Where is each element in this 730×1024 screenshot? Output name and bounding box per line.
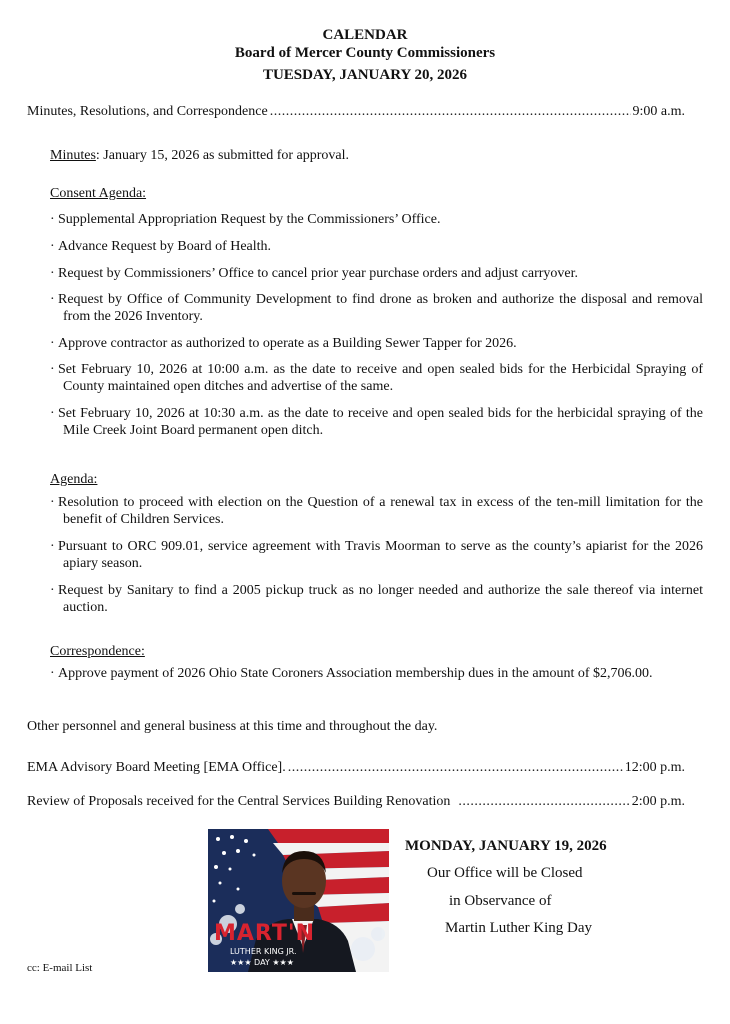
ema-schedule-line [27,759,685,776]
other-business: Other personnel and general business at this time and throughout the day. [27,719,438,734]
minutes-line-label: Minutes, Resolutions, and Correspondence [27,104,268,119]
list-item: · Set February 10, 2026 at 10:00 a.m. as the date to receive and open sealed bids for the Herbicidal Spraying of County maintained open ditches and advertise of the same. [50,362,703,394]
poster-name: MART'N [214,921,316,946]
bullet: · [50,539,55,554]
list-item: · Approve payment of 2026 Ohio State Coroners Association membership dues in the amount of $2,706.00. [50,666,653,681]
leader-dots [288,759,623,776]
minutes-schedule-line [27,103,685,120]
list-item: · Approve contractor as authorized to operate as a Building Sewer Tapper for 2026. [50,336,517,351]
list-item: · Request by Commissioners’ Office to cancel prior year purchase orders and adjust carryover. [50,266,579,281]
closed-notice-line2: in Observance of [449,893,552,909]
cc-line: cc: E-mail List [27,962,93,974]
bullet: · [50,495,55,510]
list-item: · Advance Request by Board of Health. [50,239,272,254]
minutes-text: : January 15, 2026 as submitted for approval. [95,148,350,163]
minutes-heading: Minutes [50,148,96,163]
consent-agenda-heading: Consent Agenda: [50,186,147,201]
leader-dots [458,793,629,810]
list-item: · Request by Sanitary to find a 2005 pickup truck as no longer needed and authorize the sale thereof via internet auction. [50,583,703,615]
proposals-line-label: Review of Proposals received for the Central Services Building Renovation [27,794,451,809]
bullet: · [50,336,55,351]
closed-notice-line1: Our Office will be Closed [427,865,583,881]
board-name: Board of Mercer County Commissioners [234,45,496,61]
bullet: · [50,266,55,281]
closed-notice-line3: Martin Luther King Day [445,920,593,936]
proposals-schedule-line [27,793,685,810]
meeting-date: TUESDAY, JANUARY 20, 2026 [262,67,468,83]
bullet: · [50,292,55,307]
leader-dots [270,103,631,120]
poster-day: ★★★ DAY ★★★ [230,958,294,967]
correspondence-heading: Correspondence: [50,644,145,659]
bullet: · [50,583,55,598]
minutes-approval [50,147,349,164]
list-item: · Set February 10, 2026 at 10:30 a.m. as the date to receive and open sealed bids for the herbicidal spraying of the Mile Creek Joint Board permanent open ditch. [50,406,703,438]
mlk-day-poster [208,829,389,972]
bullet: · [50,666,55,681]
calendar-title: CALENDAR [322,27,408,43]
poster-subtitle: LUTHER KING JR. [230,947,297,956]
agenda-heading: Agenda: [50,472,98,487]
list-item: · Request by Office of Community Development to find drone as broken and authorize the disposal and removal from the 2026 Inventory. [50,292,703,324]
proposals-line-time: 2:00 p.m. [631,794,685,809]
bullet: · [50,406,55,421]
minutes-line-time: 9:00 a.m. [632,104,685,119]
ema-line-label: EMA Advisory Board Meeting [EMA Office]. [27,760,286,775]
bullet: · [50,362,55,377]
ema-line-time: 12:00 p.m. [624,760,685,775]
list-item: · Resolution to proceed with election on the Question of a renewal tax in excess of the ten-mill limitation for the benefit of Children Services. [50,495,703,527]
bullet: · [50,239,55,254]
bullet: · [50,212,55,227]
list-item: · Pursuant to ORC 909.01, service agreement with Travis Moorman to serve as the county’s apiarist for the 2026 apiary season. [50,539,703,571]
list-item: · Supplemental Appropriation Request by the Commissioners’ Office. [50,212,441,227]
closed-notice-date: MONDAY, JANUARY 19, 2026 [405,838,607,854]
